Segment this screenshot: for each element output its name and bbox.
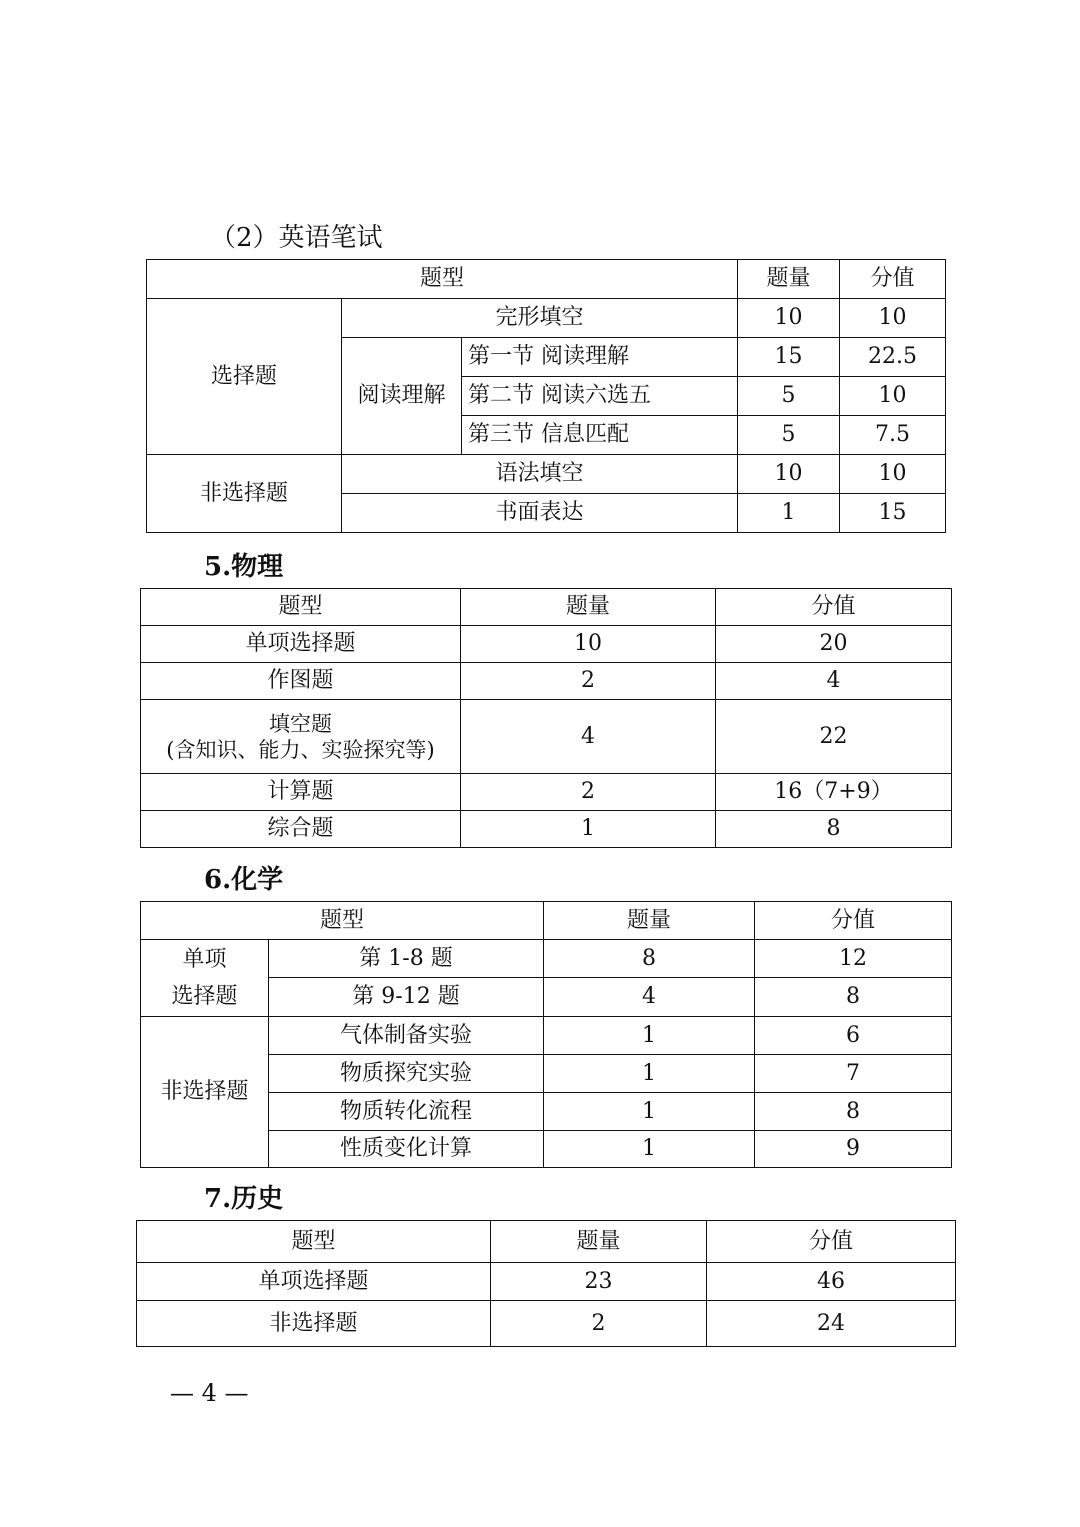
row-name: 第三节 信息匹配 [462,416,738,455]
row-name: 单项选择题 [141,626,461,663]
history-heading: 7.历史 [204,1184,284,1214]
row-score: 46 [707,1263,956,1301]
nonchoice-label: 非选择题 [147,455,342,533]
row-count: 10 [461,626,716,663]
row-name: 气体制备实验 [269,1017,544,1055]
physics-heading: 5.物理 [204,552,284,582]
row-name: 第 1-8 题 [269,940,544,978]
row-score: 8 [716,811,952,848]
table-row [141,700,952,774]
row-score: 6 [755,1017,952,1055]
table-row [141,811,952,848]
table-row [141,626,952,663]
row-count: 4 [461,700,716,774]
table-row [141,774,952,811]
row-count: 5 [738,377,840,416]
row-score: 22.5 [840,338,946,377]
header-score: 分值 [707,1221,956,1263]
row-name: 计算题 [141,774,461,811]
row-count: 2 [461,774,716,811]
row-score: 9 [755,1131,952,1168]
row-name: 语法填空 [342,455,738,494]
row-count: 2 [491,1301,707,1347]
row-count: 5 [738,416,840,455]
row-score: 8 [755,978,952,1017]
row-score: 15 [840,494,946,533]
row-score: 7 [755,1055,952,1093]
single-label-line1: 单项 [182,947,227,972]
chemistry-heading: 6.化学 [204,865,284,895]
header-score: 分值 [716,589,952,626]
row-score: 10 [840,377,946,416]
row-score: 10 [840,455,946,494]
row-count: 1 [544,1017,755,1055]
row-name-line2: (含知识、能力、实验探究等) [166,737,435,762]
reading-label: 阅读理解 [342,338,462,455]
table-row [137,1263,956,1301]
table-header-row [141,902,952,940]
row-count: 1 [544,1131,755,1168]
row-count: 10 [738,299,840,338]
row-count: 4 [544,978,755,1017]
row-score: 8 [755,1093,952,1131]
row-name: 第 9-12 题 [269,978,544,1017]
row-count: 15 [738,338,840,377]
row-name-line1: 填空题 [269,711,332,736]
physics-table [140,588,952,848]
table-row [147,299,946,338]
row-count: 2 [461,663,716,700]
page-number: — 4 — [170,1379,249,1407]
english-table [146,259,946,533]
table-row [137,1301,956,1347]
row-name: 单项选择题 [137,1263,491,1301]
header-type: 题型 [141,902,544,940]
row-score: 20 [716,626,952,663]
header-type: 题型 [137,1221,491,1263]
row-name: 完形填空 [342,299,738,338]
table-header-row [141,589,952,626]
table-row [141,1017,952,1055]
table-row [141,940,952,978]
row-score: 12 [755,940,952,978]
header-score: 分值 [840,260,946,299]
row-name: 综合题 [141,811,461,848]
row-name: 物质探究实验 [269,1055,544,1093]
row-score: 22 [716,700,952,774]
nonchoice-label: 非选择题 [141,1017,269,1168]
history-table [136,1220,956,1347]
row-count: 8 [544,940,755,978]
table-header-row [147,260,946,299]
chemistry-table [140,901,952,1168]
row-name: 第一节 阅读理解 [462,338,738,377]
row-name: 性质变化计算 [269,1131,544,1168]
row-name: 非选择题 [137,1301,491,1347]
header-score: 分值 [755,902,952,940]
table-row [147,455,946,494]
row-count: 1 [544,1093,755,1131]
row-name: 书面表达 [342,494,738,533]
choice-label: 选择题 [147,299,342,455]
row-count: 1 [461,811,716,848]
header-type: 题型 [147,260,738,299]
header-count: 题量 [461,589,716,626]
row-score: 4 [716,663,952,700]
row-name: 物质转化流程 [269,1093,544,1131]
single-choice-label [141,940,269,1017]
header-type: 题型 [141,589,461,626]
table-header-row [137,1221,956,1263]
row-count: 10 [738,455,840,494]
header-count: 题量 [544,902,755,940]
row-name: 作图题 [141,663,461,700]
row-score: 16（7+9） [716,774,952,811]
single-label-line2: 选择题 [171,984,238,1009]
row-name [141,700,461,774]
row-score: 24 [707,1301,956,1347]
header-count: 题量 [491,1221,707,1263]
header-count: 题量 [738,260,840,299]
row-score: 7.5 [840,416,946,455]
row-count: 1 [544,1055,755,1093]
row-name: 第二节 阅读六选五 [462,377,738,416]
row-count: 1 [738,494,840,533]
row-count: 23 [491,1263,707,1301]
english-heading: （2）英语笔试 [210,223,383,253]
table-row [141,663,952,700]
row-score: 10 [840,299,946,338]
